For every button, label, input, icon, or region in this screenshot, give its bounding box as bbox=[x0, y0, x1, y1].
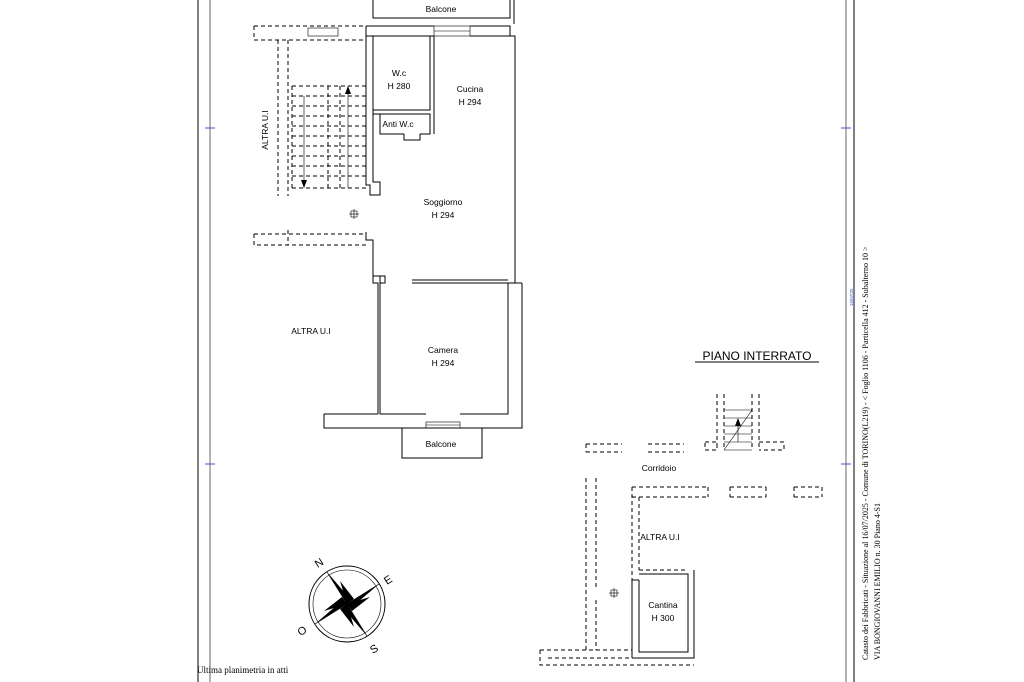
basement-stairs bbox=[705, 394, 784, 450]
basement-title: PIANO INTERRATO bbox=[702, 349, 812, 363]
neighbour-dash-left bbox=[278, 40, 288, 196]
compass-e: E bbox=[382, 573, 395, 588]
compass-o: O bbox=[295, 624, 310, 639]
label-soggiorno: Soggiorno bbox=[423, 197, 463, 207]
label-wc: W.c bbox=[391, 68, 407, 78]
label-wc-height: H 280 bbox=[387, 81, 411, 91]
label-camera-height: H 294 bbox=[431, 358, 455, 368]
label-anti-wc: Anti W.c bbox=[382, 119, 414, 129]
neighbour-dash-bottom bbox=[254, 234, 366, 245]
window-neighbour bbox=[308, 28, 338, 36]
label-balcone-bottom: Balcone bbox=[425, 439, 457, 449]
left-main-wall bbox=[366, 36, 380, 195]
label-balcone-top: Balcone bbox=[425, 4, 457, 14]
label-basement-altra-ui: ALTRA U.I bbox=[640, 532, 680, 542]
label-altra-ui-left: ALTRA U.I bbox=[291, 326, 331, 336]
footer-note: Ultima planimetria in atti bbox=[197, 665, 289, 675]
side-address-line: VIA BONGIOVANNI EMILIO n. 30 Piano 4-S1 bbox=[873, 503, 882, 660]
compass-n: N bbox=[312, 556, 326, 571]
camera-divider-wall bbox=[412, 280, 508, 283]
label-cucina-height: H 294 bbox=[458, 97, 482, 107]
label-camera: Camera bbox=[427, 345, 459, 355]
side-cadastral-line: Catasto dei Fabbricati - Situazione al 16/07/2025 - Comune di TORINO(L219) - < Foglio 1106 - Particella 412 - Subalterno 10 > bbox=[861, 246, 870, 660]
left-lower-wall bbox=[366, 232, 426, 414]
electrical-symbol-icon bbox=[349, 209, 359, 219]
electrical-symbol-basement-icon bbox=[609, 588, 619, 598]
label-cantina: Cantina bbox=[648, 600, 678, 610]
basement-left-dash bbox=[586, 478, 596, 590]
label-corridoio: Corridoio bbox=[641, 463, 677, 473]
corridor-inner-dash bbox=[632, 487, 708, 497]
corridor-dash bbox=[586, 444, 622, 452]
stairs bbox=[292, 86, 366, 188]
compass-s: S bbox=[368, 642, 381, 657]
label-cantina-height: H 300 bbox=[651, 613, 675, 623]
compass-rose-icon bbox=[309, 566, 385, 642]
label-cucina: Cucina bbox=[456, 84, 484, 94]
bottom-wall bbox=[324, 283, 522, 428]
side-stamp: 16/07/25 bbox=[849, 288, 854, 306]
label-soggiorno-height: H 294 bbox=[431, 210, 455, 220]
label-altra-ui-vertical: ALTRA U.I bbox=[260, 110, 270, 150]
